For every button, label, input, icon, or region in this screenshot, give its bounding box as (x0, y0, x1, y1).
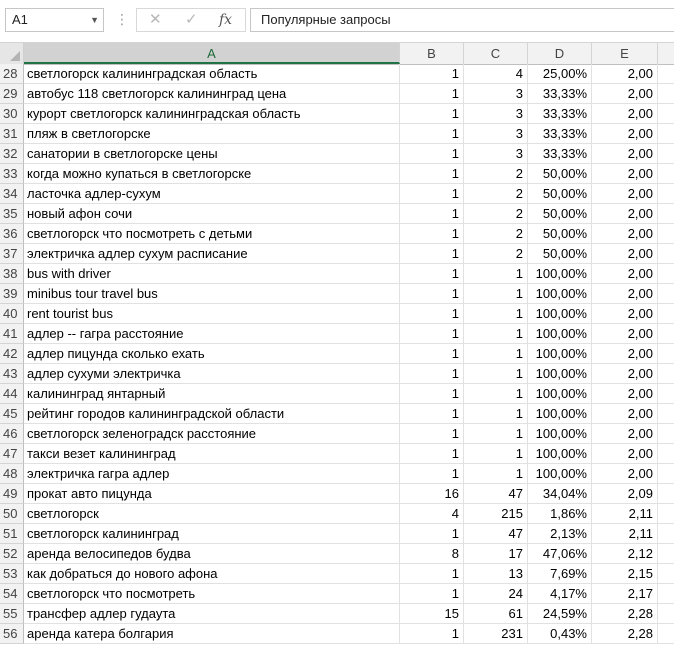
cell-f[interactable] (658, 244, 674, 264)
cell-f[interactable] (658, 184, 674, 204)
cell-b[interactable]: 1 (400, 384, 464, 404)
row-header[interactable]: 36 (0, 224, 24, 244)
cell-d[interactable]: 100,00% (528, 364, 592, 384)
cell-b[interactable]: 1 (400, 324, 464, 344)
cell-c[interactable]: 2 (464, 204, 528, 224)
formula-bar (0, 0, 674, 43)
cell-c[interactable]: 1 (464, 284, 528, 304)
cell-d[interactable]: 100,00% (528, 384, 592, 404)
row-header[interactable]: 42 (0, 344, 24, 364)
cell-c[interactable]: 3 (464, 124, 528, 144)
column-headers (0, 43, 674, 65)
cell-c[interactable]: 17 (464, 544, 528, 564)
row-header[interactable]: 47 (0, 444, 24, 464)
row-header[interactable]: 31 (0, 124, 24, 144)
formula-buttons (136, 8, 246, 32)
cell-c[interactable]: 1 (464, 424, 528, 444)
cell-e[interactable]: 2,00 (592, 384, 658, 404)
cell-query[interactable]: аренда велосипедов будва (24, 544, 400, 564)
cell-b[interactable]: 1 (400, 624, 464, 644)
cell-d[interactable]: 100,00% (528, 264, 592, 284)
select-all-button[interactable] (0, 43, 24, 64)
cell-e[interactable]: 2,00 (592, 304, 658, 324)
cell-query[interactable]: светлогорск зеленоградск расстояние (24, 424, 400, 444)
table-row (0, 244, 674, 264)
cell-c[interactable]: 13 (464, 564, 528, 584)
cell-f[interactable] (658, 64, 674, 84)
row-header[interactable]: 49 (0, 484, 24, 504)
cell-query[interactable]: адлер пицунда сколько ехать (24, 344, 400, 364)
row-header[interactable]: 29 (0, 84, 24, 104)
cell-e[interactable]: 2,00 (592, 224, 658, 244)
cell-e[interactable]: 2,00 (592, 204, 658, 224)
cell-f[interactable] (658, 164, 674, 184)
cell-e[interactable]: 2,00 (592, 324, 658, 344)
cell-b[interactable]: 1 (400, 104, 464, 124)
cell-b[interactable]: 1 (400, 204, 464, 224)
cell-c[interactable]: 1 (464, 264, 528, 284)
cell-b[interactable]: 1 (400, 244, 464, 264)
cell-b[interactable]: 1 (400, 524, 464, 544)
cell-query[interactable]: трансфер адлер гудаута (24, 604, 400, 624)
cell-query[interactable]: рейтинг городов калининградской области (24, 404, 400, 424)
cell-f[interactable] (658, 544, 674, 564)
table-row (0, 584, 674, 604)
cell-query[interactable]: прокат авто пицунда (24, 484, 400, 504)
cell-query[interactable]: электричка гагра адлер (24, 464, 400, 484)
cell-query[interactable]: светлогорск что посмотреть с детьми (24, 224, 400, 244)
cell-c[interactable]: 1 (464, 464, 528, 484)
cell-e[interactable]: 2,00 (592, 284, 658, 304)
resize-handle-icon[interactable]: ⋮ (115, 11, 129, 27)
cell-query[interactable]: ласточка адлер-сухум (24, 184, 400, 204)
cell-d[interactable]: 50,00% (528, 164, 592, 184)
cell-f[interactable] (658, 84, 674, 104)
cell-c[interactable]: 3 (464, 104, 528, 124)
cell-b[interactable]: 1 (400, 124, 464, 144)
cell-query[interactable]: калининград янтарный (24, 384, 400, 404)
cell-b[interactable]: 1 (400, 424, 464, 444)
cell-b[interactable]: 1 (400, 304, 464, 324)
cell-e[interactable]: 2,28 (592, 604, 658, 624)
row-header[interactable]: 35 (0, 204, 24, 224)
cell-c[interactable]: 24 (464, 584, 528, 604)
cell-c[interactable]: 1 (464, 344, 528, 364)
cell-b[interactable]: 1 (400, 84, 464, 104)
table-row (0, 524, 674, 544)
column-header-d[interactable]: D (528, 43, 592, 64)
table-row (0, 604, 674, 624)
name-box[interactable] (5, 8, 104, 32)
cell-b[interactable]: 1 (400, 464, 464, 484)
row-header[interactable]: 40 (0, 304, 24, 324)
cell-e[interactable]: 2,09 (592, 484, 658, 504)
cell-c[interactable]: 2 (464, 224, 528, 244)
cell-d[interactable]: 34,04% (528, 484, 592, 504)
cell-f[interactable] (658, 124, 674, 144)
cell-query[interactable]: санатории в светлогорске цены (24, 144, 400, 164)
cell-c[interactable]: 47 (464, 484, 528, 504)
table-row (0, 64, 674, 84)
table-row (0, 124, 674, 144)
cell-f[interactable] (658, 404, 674, 424)
cell-f[interactable] (658, 104, 674, 124)
row-header[interactable]: 45 (0, 404, 24, 424)
cell-e[interactable]: 2,00 (592, 144, 658, 164)
cell-b[interactable]: 1 (400, 344, 464, 364)
table-row (0, 564, 674, 584)
cell-c[interactable]: 3 (464, 84, 528, 104)
cell-e[interactable]: 2,00 (592, 344, 658, 364)
column-header-b[interactable]: B (400, 43, 464, 64)
cell-e[interactable]: 2,00 (592, 424, 658, 444)
table-row (0, 264, 674, 284)
cell-c[interactable]: 231 (464, 624, 528, 644)
cell-f[interactable] (658, 524, 674, 544)
column-header-a[interactable]: A (24, 43, 400, 64)
cell-d[interactable]: 100,00% (528, 324, 592, 344)
table-row (0, 444, 674, 464)
cell-b[interactable]: 1 (400, 264, 464, 284)
table-row (0, 304, 674, 324)
cell-b[interactable]: 1 (400, 64, 464, 84)
cell-f[interactable] (658, 224, 674, 244)
cell-c[interactable]: 2 (464, 244, 528, 264)
cell-e[interactable]: 2,00 (592, 84, 658, 104)
check-icon[interactable]: ✓ (185, 11, 198, 28)
cell-d[interactable]: 33,33% (528, 124, 592, 144)
table-row (0, 84, 674, 104)
cell-query[interactable]: новый афон сочи (24, 204, 400, 224)
table-row (0, 464, 674, 484)
cell-e[interactable]: 2,00 (592, 244, 658, 264)
cell-d[interactable]: 100,00% (528, 404, 592, 424)
cell-b[interactable]: 1 (400, 284, 464, 304)
row-header[interactable]: 52 (0, 544, 24, 564)
cell-b[interactable]: 1 (400, 444, 464, 464)
cell-query[interactable]: светлогорск калининградская область (24, 64, 400, 84)
cell-query[interactable]: курорт светлогорск калининградская область (24, 104, 400, 124)
cell-b[interactable]: 1 (400, 144, 464, 164)
cell-d[interactable]: 2,13% (528, 524, 592, 544)
cell-query[interactable]: такси везет калининград (24, 444, 400, 464)
cell-c[interactable]: 1 (464, 384, 528, 404)
cell-e[interactable]: 2,15 (592, 564, 658, 584)
row-header[interactable]: 48 (0, 464, 24, 484)
cell-e[interactable]: 2,00 (592, 364, 658, 384)
cell-d[interactable]: 100,00% (528, 304, 592, 324)
row-header[interactable]: 32 (0, 144, 24, 164)
row-header[interactable]: 38 (0, 264, 24, 284)
cell-d[interactable]: 50,00% (528, 244, 592, 264)
cell-c[interactable]: 2 (464, 164, 528, 184)
cell-b[interactable]: 1 (400, 224, 464, 244)
cell-d[interactable]: 50,00% (528, 184, 592, 204)
cell-f[interactable] (658, 204, 674, 224)
cell-f[interactable] (658, 384, 674, 404)
cell-b[interactable]: 15 (400, 604, 464, 624)
cell-d[interactable]: 47,06% (528, 544, 592, 564)
row-header[interactable]: 55 (0, 604, 24, 624)
row-header[interactable]: 34 (0, 184, 24, 204)
cell-f[interactable] (658, 504, 674, 524)
cell-query[interactable]: rent tourist bus (24, 304, 400, 324)
cell-b[interactable]: 1 (400, 404, 464, 424)
cell-c[interactable]: 1 (464, 404, 528, 424)
cell-f[interactable] (658, 144, 674, 164)
column-header-c[interactable]: C (464, 43, 528, 64)
cell-d[interactable]: 7,69% (528, 564, 592, 584)
cell-e[interactable]: 2,00 (592, 124, 658, 144)
row-header[interactable]: 56 (0, 624, 24, 644)
cell-f[interactable] (658, 344, 674, 364)
cell-e[interactable]: 2,00 (592, 444, 658, 464)
table-row (0, 484, 674, 504)
row-header[interactable]: 46 (0, 424, 24, 444)
table-row (0, 204, 674, 224)
cell-query[interactable]: когда можно купаться в светлогорске (24, 164, 400, 184)
table-row (0, 284, 674, 304)
table-row (0, 344, 674, 364)
cell-b[interactable]: 1 (400, 564, 464, 584)
cell-f[interactable] (658, 324, 674, 344)
cell-d[interactable]: 100,00% (528, 344, 592, 364)
table-row (0, 164, 674, 184)
table-row (0, 224, 674, 244)
cell-f[interactable] (658, 424, 674, 444)
cell-d[interactable]: 33,33% (528, 104, 592, 124)
cell-e[interactable]: 2,12 (592, 544, 658, 564)
table-row (0, 624, 674, 644)
cell-e[interactable]: 2,00 (592, 104, 658, 124)
cell-d[interactable]: 33,33% (528, 84, 592, 104)
cell-d[interactable]: 0,43% (528, 624, 592, 644)
cell-c[interactable]: 47 (464, 524, 528, 544)
cell-d[interactable]: 100,00% (528, 464, 592, 484)
cell-f[interactable] (658, 484, 674, 504)
cell-f[interactable] (658, 584, 674, 604)
table-row (0, 404, 674, 424)
cell-b[interactable]: 1 (400, 184, 464, 204)
cell-c[interactable]: 1 (464, 444, 528, 464)
cell-d[interactable]: 100,00% (528, 444, 592, 464)
cell-e[interactable]: 2,11 (592, 504, 658, 524)
cell-e[interactable]: 2,00 (592, 464, 658, 484)
cell-query[interactable]: как добраться до нового афона (24, 564, 400, 584)
formula-input[interactable]: Популярные запросы (250, 8, 674, 32)
cell-query[interactable]: светлогорск (24, 504, 400, 524)
cell-d[interactable]: 1,86% (528, 504, 592, 524)
cell-e[interactable]: 2,11 (592, 524, 658, 544)
cell-e[interactable]: 2,17 (592, 584, 658, 604)
row-header[interactable]: 33 (0, 164, 24, 184)
cell-e[interactable]: 2,00 (592, 64, 658, 84)
cell-d[interactable]: 100,00% (528, 284, 592, 304)
cell-f[interactable] (658, 464, 674, 484)
cell-d[interactable]: 33,33% (528, 144, 592, 164)
cell-d[interactable]: 4,17% (528, 584, 592, 604)
cell-d[interactable]: 24,59% (528, 604, 592, 624)
row-header[interactable]: 39 (0, 284, 24, 304)
row-header[interactable]: 41 (0, 324, 24, 344)
cell-query[interactable]: адлер -- гагра расстояние (24, 324, 400, 344)
cell-b[interactable]: 8 (400, 544, 464, 564)
cell-e[interactable]: 2,28 (592, 624, 658, 644)
insert-function-icon[interactable]: fx (219, 12, 233, 28)
table-row (0, 104, 674, 124)
cell-b[interactable]: 4 (400, 504, 464, 524)
cell-e[interactable]: 2,00 (592, 264, 658, 284)
table-row (0, 544, 674, 564)
cell-c[interactable]: 1 (464, 364, 528, 384)
cell-f[interactable] (658, 284, 674, 304)
row-header[interactable]: 44 (0, 384, 24, 404)
name-box-value: A1 (12, 12, 28, 27)
table-row (0, 424, 674, 444)
cell-c[interactable]: 1 (464, 324, 528, 344)
row-header[interactable]: 43 (0, 364, 24, 384)
cell-query[interactable]: пляж в светлогорске (24, 124, 400, 144)
cell-c[interactable]: 4 (464, 64, 528, 84)
row-header[interactable]: 53 (0, 564, 24, 584)
cell-b[interactable]: 1 (400, 164, 464, 184)
row-header[interactable]: 28 (0, 64, 24, 84)
cell-f[interactable] (658, 264, 674, 284)
cell-query[interactable]: аренда катера болгария (24, 624, 400, 644)
table-row (0, 504, 674, 524)
cell-d[interactable]: 50,00% (528, 204, 592, 224)
cancel-icon[interactable]: ✕ (149, 11, 162, 28)
cell-query[interactable]: электричка адлер сухум расписание (24, 244, 400, 264)
row-header[interactable]: 30 (0, 104, 24, 124)
cell-query[interactable]: minibus tour travel bus (24, 284, 400, 304)
cell-query[interactable]: светлогорск калининград (24, 524, 400, 544)
cell-query[interactable]: адлер сухуми электричка (24, 364, 400, 384)
column-header-f[interactable] (658, 43, 674, 64)
cell-c[interactable]: 61 (464, 604, 528, 624)
chevron-down-icon[interactable]: ▼ (90, 15, 99, 25)
cell-c[interactable]: 1 (464, 304, 528, 324)
column-header-e[interactable]: E (592, 43, 658, 64)
row-header[interactable]: 51 (0, 524, 24, 544)
cell-b[interactable]: 1 (400, 364, 464, 384)
cell-b[interactable]: 16 (400, 484, 464, 504)
cell-f[interactable] (658, 604, 674, 624)
cell-f[interactable] (658, 624, 674, 644)
cell-e[interactable]: 2,00 (592, 404, 658, 424)
cell-d[interactable]: 50,00% (528, 224, 592, 244)
cell-b[interactable]: 1 (400, 584, 464, 604)
table-row (0, 184, 674, 204)
cell-c[interactable]: 215 (464, 504, 528, 524)
table-row (0, 144, 674, 164)
cell-query[interactable]: автобус 118 светлогорск калининград цена (24, 84, 400, 104)
cell-d[interactable]: 25,00% (528, 64, 592, 84)
row-header[interactable]: 54 (0, 584, 24, 604)
cell-d[interactable]: 100,00% (528, 424, 592, 444)
cell-f[interactable] (658, 364, 674, 384)
row-header[interactable]: 37 (0, 244, 24, 264)
row-header[interactable]: 50 (0, 504, 24, 524)
cell-f[interactable] (658, 304, 674, 324)
table-row (0, 324, 674, 344)
cell-f[interactable] (658, 444, 674, 464)
table-row (0, 384, 674, 404)
cell-c[interactable]: 2 (464, 184, 528, 204)
cell-f[interactable] (658, 564, 674, 584)
cell-c[interactable]: 3 (464, 144, 528, 164)
cell-e[interactable]: 2,00 (592, 164, 658, 184)
cell-query[interactable]: светлогорск что посмотреть (24, 584, 400, 604)
cell-e[interactable]: 2,00 (592, 184, 658, 204)
cell-query[interactable]: bus with driver (24, 264, 400, 284)
table-row (0, 364, 674, 384)
